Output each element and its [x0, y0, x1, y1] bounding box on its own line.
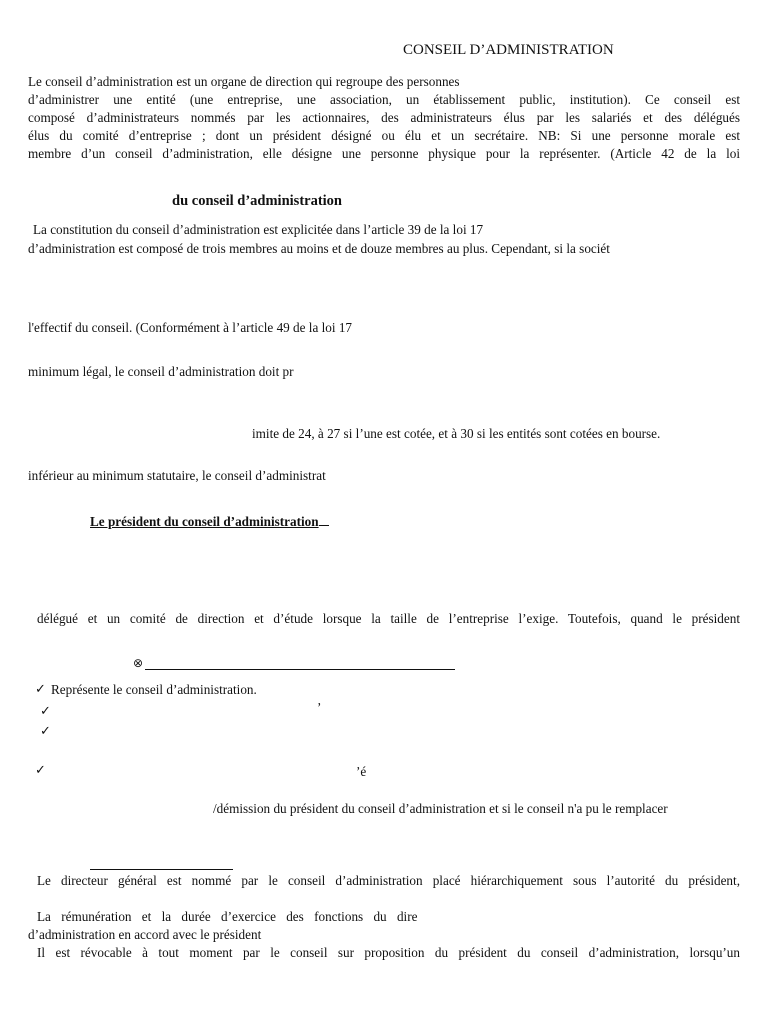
section3-line-4: Il est révocable à tout moment par le conseil sur proposition du président du conseil d’administration, lorsqu’un [37, 945, 740, 960]
section-heading-president-text: Le président du conseil d’administration [90, 514, 319, 529]
intro-line-2: d’administrer une entité (une entreprise, une association, un établissement public, institution). Ce conseil est [28, 92, 740, 107]
section-heading-conseil: du conseil d’administration [172, 193, 342, 209]
section3-line-1: Le directeur général est nommé par le conseil d’administration placé hiérarchiquement sous l’autorité du président, [37, 873, 740, 888]
section3-heading-rule [90, 869, 233, 870]
section1-line-1: La constitution du conseil d’administration est explicitée dans l’article 39 de la loi 17 [33, 222, 484, 237]
section1-line-4: minimum légal, le conseil d’administration doit pr [28, 364, 294, 379]
section3-line-3: d’administration en accord avec le président [28, 927, 262, 942]
document-title: CONSEIL D’ADMINISTRATION [403, 42, 614, 58]
heading-underline-tail [319, 513, 329, 526]
intro-line-4: élus du comité d’entreprise ; dont un président désigné ou élu et un secrétaire. NB: Si une personne morale est [28, 128, 740, 143]
section1-line-6: inférieur au minimum statutaire, le conseil d’administrat [28, 468, 326, 483]
list-item-2-fragment: ’ [317, 700, 322, 715]
list-item-1: Représente le conseil d’administration. [51, 682, 257, 697]
check-icon: ✓ [40, 704, 51, 719]
circled-x-icon: ⊗ [133, 656, 144, 670]
list-item-4-fragment: ’é [356, 764, 367, 779]
check-icon: ✓ [35, 763, 46, 778]
check-icon: ✓ [35, 682, 46, 697]
intro-line-3: composé d’administrateurs nommés par les actionnaires, des administrateurs élus par les salariés et des délégués [28, 110, 740, 125]
section1-line-2: d’administration est composé de trois membres au moins et de douze membres au plus. Cependant, si la sociét [28, 241, 610, 256]
section1-line-3: l'effectif du conseil. (Conformément à l’article 49 de la loi 17 [28, 320, 353, 335]
list-header-rule [145, 669, 455, 670]
section3-line-2: La rémunération et la durée d’exercice des fonctions du dire [37, 909, 418, 924]
intro-line-1: Le conseil d’administration est un organe de direction qui regroupe des personnes [28, 74, 460, 89]
section-heading-president [90, 513, 329, 530]
check-icon: ✓ [40, 724, 51, 739]
intro-line-5: membre d’un conseil d’administration, elle désigne une personne physique pour la représenter. (Article 42 de la loi [28, 146, 740, 161]
section2-line-demission: /démission du président du conseil d’administration et si le conseil n'a pu le remplacer [213, 801, 668, 816]
section1-line-5: imite de 24, à 27 si l’une est cotée, et à 30 si les entités sont cotées en bourse. [252, 426, 661, 441]
section2-line-1: délégué et un comité de direction et d’étude lorsque la taille de l’entreprise l’exige. Toutefois, quand le président [37, 611, 740, 626]
